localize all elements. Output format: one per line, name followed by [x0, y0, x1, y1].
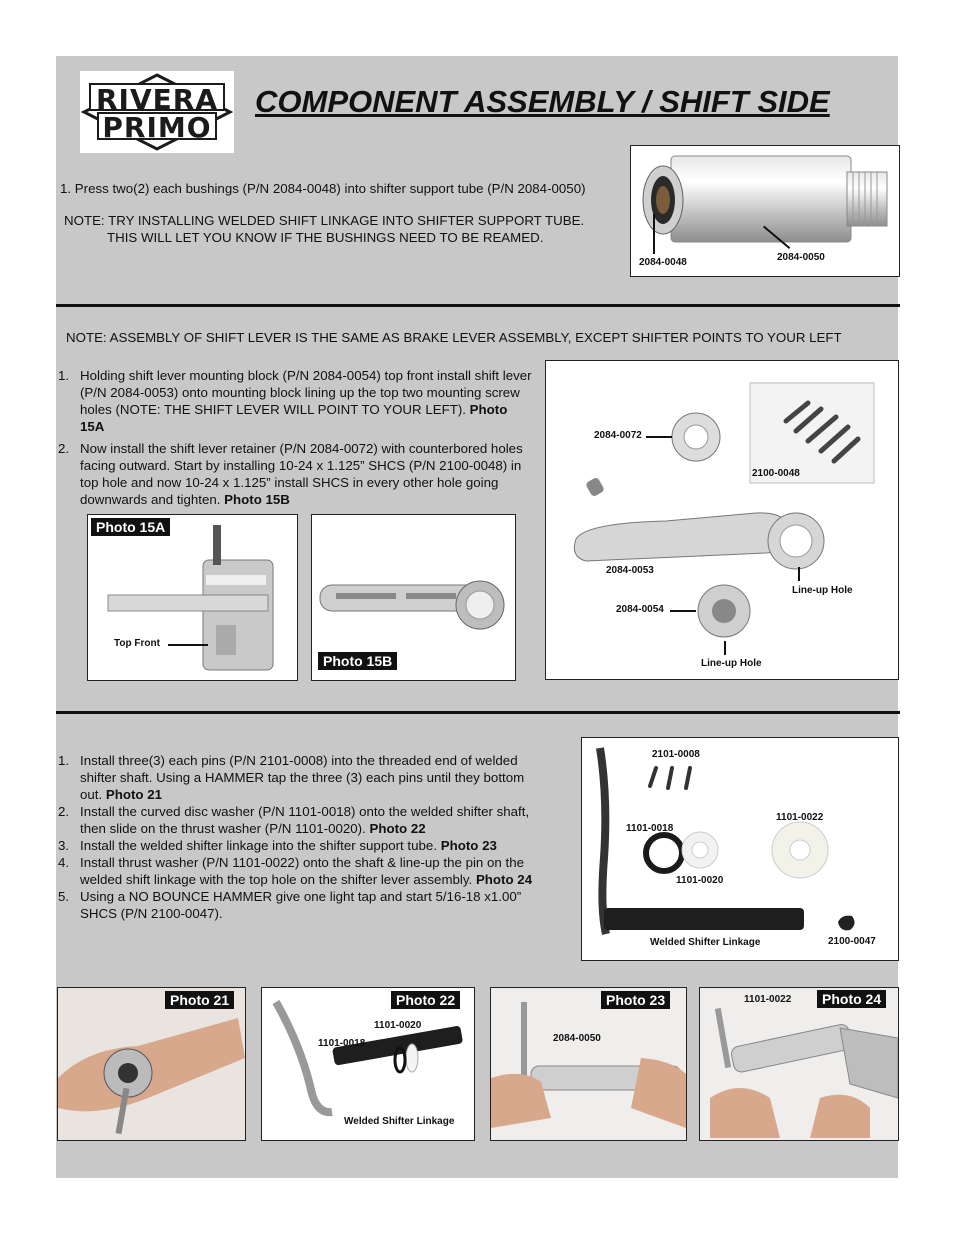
- photo-21: [57, 987, 246, 1141]
- section-divider-1: [56, 304, 900, 307]
- label-line-up-hole-1: Line-up Hole: [792, 585, 853, 596]
- section3-step-2: 2. Install the curved disc washer (P/N 1101-0018) onto the welded shifter shaft, then slide on the thrust washer (P/N 1101-0020). Photo 22: [58, 804, 530, 836]
- photo-22: [261, 987, 475, 1141]
- photo-15a: [87, 514, 298, 681]
- label-top-front: Top Front: [114, 638, 160, 649]
- section2-step-1: 1. Holding shift lever mounting block (P/N 2084-0054) top front install shift lever (P/N 2084-0053) onto mounting block lining up the top two mounting screw holes (NOTE: THE SHIFT LEVER WILL POINT TO YOUR LEFT). Photo 15A: [58, 368, 532, 434]
- photo-23-badge: Photo 23: [601, 991, 670, 1009]
- label-2100-0048: 2100-0048: [752, 468, 800, 479]
- photo-21-badge: Photo 21: [165, 991, 234, 1009]
- photo-23: [490, 987, 687, 1141]
- label-welded-shifter-linkage: Welded Shifter Linkage: [650, 937, 761, 948]
- photo-24-badge: Photo 24: [817, 990, 886, 1008]
- label-2084-0050: 2084-0050: [777, 252, 825, 263]
- logo-line1: RIVERA: [95, 83, 218, 116]
- arrow-line-up-hole-1: [798, 567, 800, 581]
- arrow-2084-0072: [646, 436, 672, 438]
- label-welded-shifter-linkage-p22: Welded Shifter Linkage: [344, 1116, 455, 1127]
- photo-15a-badge: Photo 15A: [91, 518, 170, 536]
- section2-note: NOTE: ASSEMBLY OF SHIFT LEVER IS THE SAME AS BRAKE LEVER ASSEMBLY, EXCEPT SHIFTER POINTS TO YOUR LEFT: [66, 330, 842, 345]
- arrow-line-up-hole-2: [724, 641, 726, 655]
- section3-step-4: 4. Install thrust washer (P/N 1101-0022) onto the shaft & line-up the pin on the welded shift linkage with the top hole on the shifter lever assembly. Photo 24: [58, 855, 533, 887]
- label-2101-0008: 2101-0008: [652, 749, 700, 760]
- bushings-tube-photo: [630, 145, 900, 277]
- shift-lever-parts-photo: [545, 360, 899, 680]
- label-2084-0048: 2084-0048: [639, 257, 687, 268]
- label-1101-0018: 1101-0018: [626, 823, 674, 834]
- photo-15b: [311, 514, 516, 681]
- section2-step-2: 2. Now install the shift lever retainer (P/N 2084-0072) with counterbored holes facing outward. Start by installing 10-24 x 1.125” SHCS (P/N 2100-0048) in top hole and now 10-24 x 1.125” install SHCS in every other hole going downwards and tighten. Photo 15B: [58, 441, 523, 507]
- label-1101-0020: 1101-0020: [676, 875, 724, 886]
- label-2100-0047: 2100-0047: [828, 936, 876, 947]
- section1-note-line1: NOTE: TRY INSTALLING WELDED SHIFT LINKAGE INTO SHIFTER SUPPORT TUBE.: [64, 213, 585, 228]
- label-1101-0022-p24: 1101-0022: [744, 994, 792, 1005]
- section3-steps: [58, 752, 538, 922]
- section3-step-5: 5. Using a NO BOUNCE HAMMER give one light tap and start 5/16-18 x1.00” SHCS (P/N 2100-0047).: [58, 889, 522, 921]
- label-2084-0054: 2084-0054: [616, 604, 664, 615]
- page-title: COMPONENT ASSEMBLY / SHIFT SIDE: [255, 84, 830, 119]
- label-line-up-hole-2: Line-up Hole: [701, 658, 762, 669]
- rivera-primo-logo: [80, 71, 234, 153]
- section1-note-line2: THIS WILL LET YOU KNOW IF THE BUSHINGS NEED TO BE REAMED.: [107, 230, 544, 245]
- section-divider-2: [56, 711, 900, 714]
- label-1101-0022: 1101-0022: [776, 812, 824, 823]
- section3-step-1: 1. Install three(3) each pins (P/N 2101-0008) into the threaded end of welded shifter shaft. Using a HAMMER tap the three (3) each pins until they bottom out. Photo 21: [58, 753, 525, 802]
- label-2084-0050-p23: 2084-0050: [553, 1033, 601, 1044]
- arrow-2084-0048: [653, 214, 655, 254]
- label-1101-0020-p22: 1101-0020: [374, 1020, 422, 1031]
- arrow-2084-0054: [670, 610, 696, 612]
- section2-steps: [58, 367, 533, 508]
- section3-step-3: 3. Install the welded shifter linkage into the shifter support tube. Photo 23: [58, 838, 497, 853]
- label-2084-0053: 2084-0053: [606, 565, 654, 576]
- photo-22-badge: Photo 22: [391, 991, 460, 1009]
- photo-24: [699, 987, 899, 1141]
- linkage-parts-photo: [581, 737, 899, 961]
- section1-step: 1. Press two(2) each bushings (P/N 2084-0048) into shifter support tube (P/N 2084-0050): [60, 181, 586, 196]
- arrow-top-front: [168, 644, 208, 646]
- label-1101-0018-p22: 1101-0018: [318, 1038, 366, 1049]
- logo-line2: PRIMO: [102, 111, 212, 144]
- label-2084-0072: 2084-0072: [594, 430, 642, 441]
- photo-15b-badge: Photo 15B: [318, 652, 397, 670]
